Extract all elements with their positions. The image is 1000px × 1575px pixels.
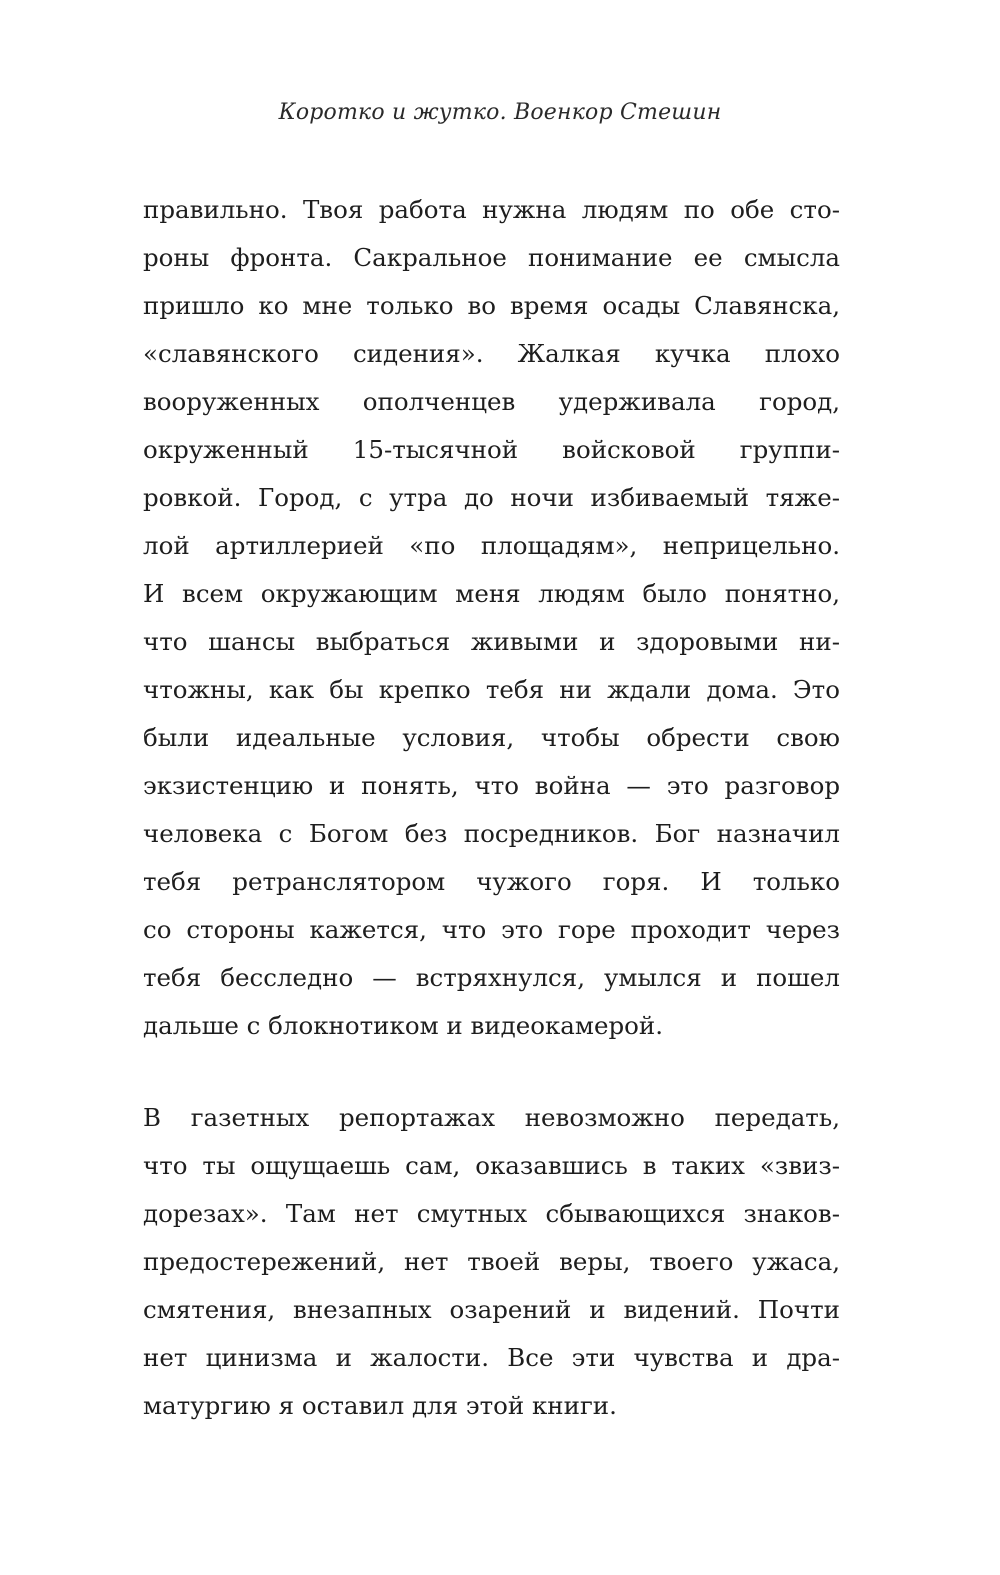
text-line: правильно. Твоя работа нужна людям по обе сто-: [143, 195, 840, 224]
text-line: лой артиллерией «по площадям», неприцельно.: [143, 531, 840, 560]
text-line: что ты ощущаешь сам, оказавшись в таких «звиз-: [143, 1151, 840, 1180]
text-line: со стороны кажется, что это горе проходит через: [143, 915, 840, 944]
text-line: В газетных репортажах невозможно передать,: [143, 1103, 840, 1132]
text-line: тебя ретранслятором чужого горя. И только: [143, 867, 840, 896]
text-line: вооруженных ополченцев удерживала город,: [143, 387, 840, 416]
text-line: предостережений, нет твоей веры, твоего ужаса,: [143, 1247, 840, 1276]
text-line: нет цинизма и жалости. Все эти чувства и дра-: [143, 1343, 840, 1372]
text-line: роны фронта. Сакральное понимание ее смысла: [143, 243, 840, 272]
text-line: дорезах». Там нет смутных сбывающихся знаков-: [143, 1199, 840, 1228]
text-line: экзистенцию и понять, что война — это разговор: [143, 771, 840, 800]
text-line: ровкой. Город, с утра до ночи избиваемый тяже-: [143, 483, 840, 512]
text-line: пришло ко мне только во время осады Славянска,: [143, 291, 840, 320]
text-line: чтожны, как бы крепко тебя ни ждали дома. Это: [143, 675, 840, 704]
text-line: тебя бесследно — встряхнулся, умылся и пошел: [143, 963, 840, 992]
text-line: дальше с блокнотиком и видеокамерой.: [143, 1011, 664, 1040]
text-line: смятения, внезапных озарений и видений. Почти: [143, 1295, 840, 1324]
running-head: Коротко и жутко. Военкор Стешин: [278, 100, 722, 125]
text-line: окруженный 15-тысячной войсковой группи-: [143, 435, 840, 464]
text-line: И всем окружающим меня людям было понятно,: [143, 579, 840, 608]
text-line: матургию я оставил для этой книги.: [143, 1391, 617, 1420]
text-line: «славянского сидения». Жалкая кучка плохо: [143, 339, 840, 368]
text-line: человека с Богом без посредников. Бог назначил: [143, 819, 840, 848]
text-line: были идеальные условия, чтобы обрести свою: [143, 723, 840, 752]
text-line: что шансы выбраться живыми и здоровыми ни-: [143, 627, 840, 656]
